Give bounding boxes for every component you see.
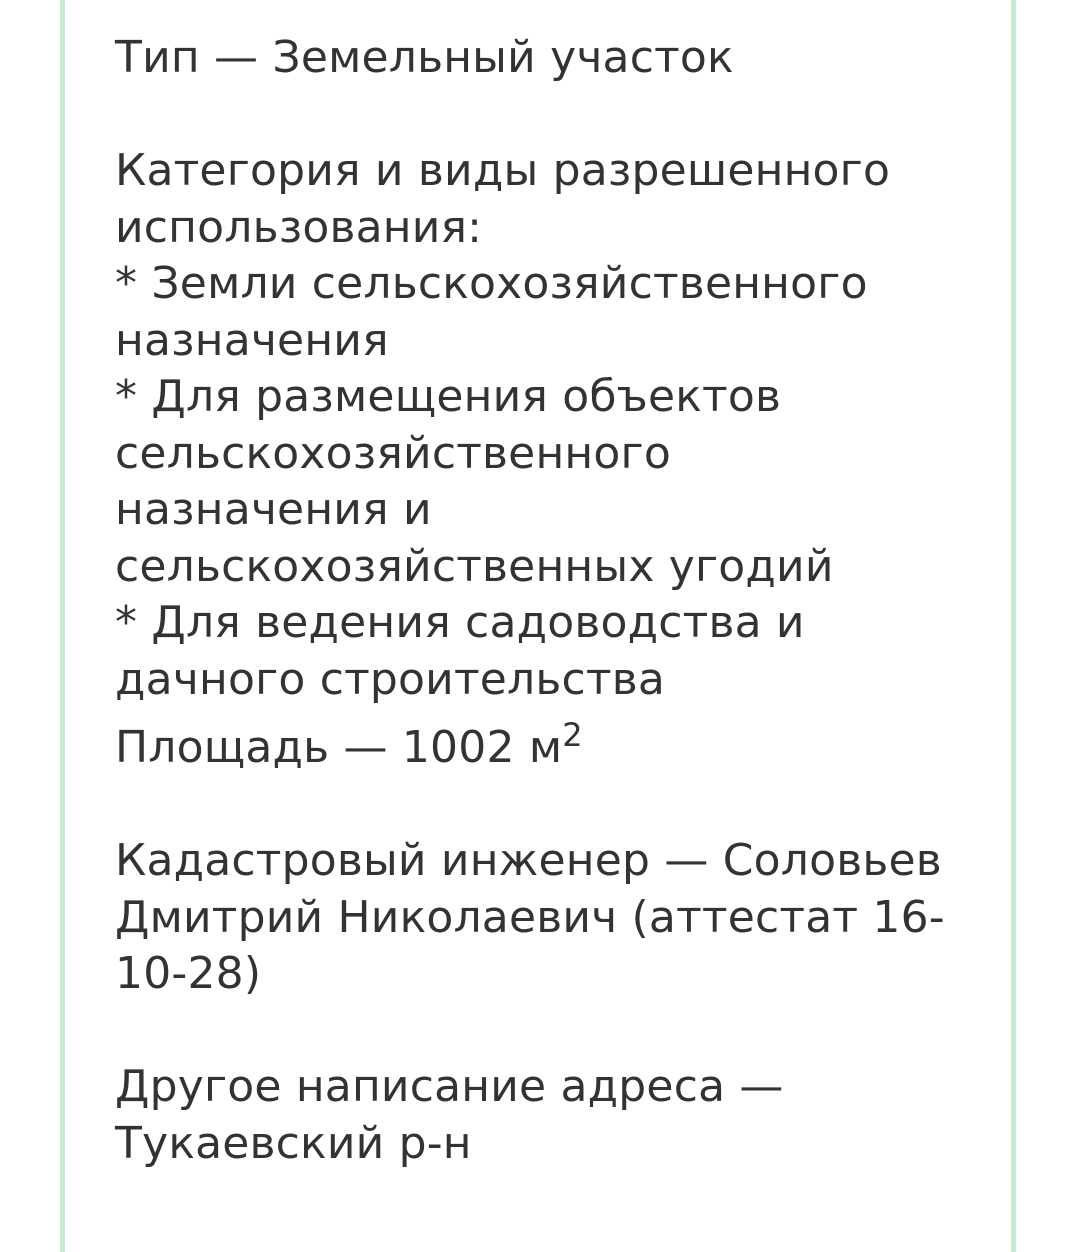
category-item xyxy=(115,256,975,369)
category-item xyxy=(115,595,975,708)
engineer-line: 10-28) xyxy=(115,948,262,999)
category-item-line: * Для размещения объектов xyxy=(115,371,782,422)
engineer-line: Кадастровый инженер — Соловьев xyxy=(115,835,942,886)
category-item-line: * Земли сельскохозяйственного xyxy=(115,258,868,309)
category-item-line: дачного строительства xyxy=(115,653,666,705)
alt-address-line: Другое написание адреса — xyxy=(115,1061,784,1112)
category-item-line: сельскохозяйственного xyxy=(115,427,671,479)
listing-details xyxy=(115,30,975,1172)
engineer-line: Дмитрий Николаевич (аттестат 16- xyxy=(115,891,945,943)
engineer-section xyxy=(115,833,975,1003)
type-row xyxy=(115,30,975,87)
category-header-line-1: Категория и виды разрешенного xyxy=(115,145,891,196)
category-item xyxy=(115,369,975,595)
type-text: Тип — Земельный участок xyxy=(115,32,734,83)
category-item-line: * Для ведения садоводства и xyxy=(115,597,805,648)
category-section xyxy=(115,143,975,708)
area-text xyxy=(115,716,975,777)
area-unit-superscript: 2 xyxy=(562,716,583,754)
category-item-line: назначения xyxy=(115,314,389,366)
category-item-line: сельскохозяйственных угодий xyxy=(115,540,834,592)
alt-address-line: Тукаевский р-н xyxy=(115,1117,472,1169)
category-header-line-2: использования: xyxy=(115,201,483,253)
area-row xyxy=(115,716,975,777)
alt-address-section xyxy=(115,1059,975,1172)
category-item-line: назначения и xyxy=(115,484,432,535)
area-value: Площадь — 1002 м xyxy=(115,722,563,773)
